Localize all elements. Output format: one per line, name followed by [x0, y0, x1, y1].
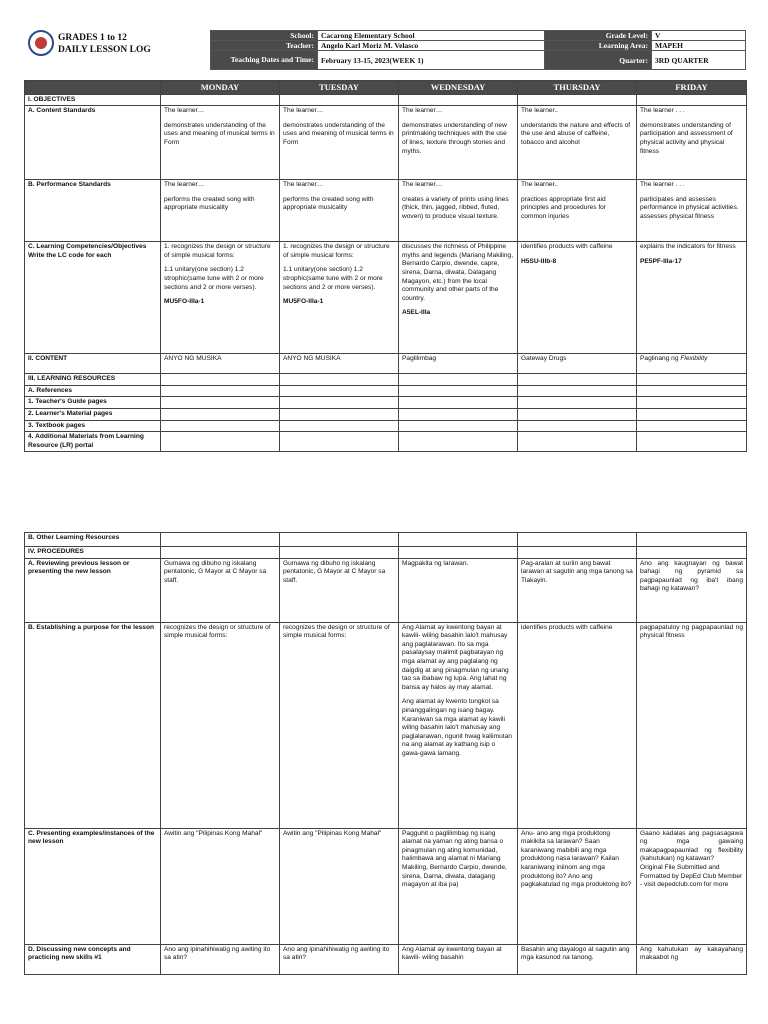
procedures-heading: IV. PROCEDURES	[25, 547, 161, 559]
lm-pages-label: 2. Learner's Material pages	[25, 408, 161, 420]
discussing-label: D. Discussing new concepts and practicing new skills #1	[25, 944, 161, 974]
learning-resources-row	[25, 374, 747, 386]
rev-thu: Pag-aralan at suriin ang bawat larawan at sagutin ang mga tanong sa Tlakayin.	[518, 558, 637, 622]
content-wed: Paglilimbag	[399, 354, 518, 374]
lc-tue: 1. recognizes the design or structure of simple musical forms: 1.1 unitary(one section) 1.2 strophic(same tune with 2 or more sections and 2 or more verses). MU5FO-IIIa-1	[280, 242, 399, 354]
content-standards-row	[25, 106, 747, 180]
cs-thu: The learner.. understands the nature and effects of the use and abuse of caffeine, tobacco and alcohol	[518, 106, 637, 180]
reviewing-label: A. Reviewing previous lesson or presenting the new lesson	[25, 558, 161, 622]
ps-wed: The learner… creates a variety of prints using lines (thick, thin, jagged, ribbed, fluted, woven) to produce visual texture.	[399, 180, 518, 242]
reviewing-row	[25, 558, 747, 622]
content-mon: ANYO NG MUSIKA	[161, 354, 280, 374]
est-tue: recognizes the design or structure of simple musical forms:	[280, 622, 399, 828]
school-value: Cacarong Elementary School	[318, 31, 545, 41]
lm-pages-row	[25, 408, 747, 420]
cs-wed: The learner… demonstrates understanding of new printmaking techniques with the use of lines, texture through stories and myths.	[399, 106, 518, 180]
teacher-label: Teacher:	[211, 41, 318, 51]
lesson-table-part-1	[24, 80, 746, 452]
cs-fri: The learner . . . demonstrates understanding of participation and assessment of physical activity and physical fitness	[637, 106, 747, 180]
lc-thu: identifies products with caffeine H5SU-IIIb-8	[518, 242, 637, 354]
references-row	[25, 385, 747, 397]
tg-pages-label: 1. Teacher's Guide pages	[25, 397, 161, 409]
disc-thu: Basahin ang dayalogo at sagutin ang mga kasunod na tanong.	[518, 944, 637, 974]
pres-mon: Awitin ang "Pilipinas Kong Mahal"	[161, 828, 280, 944]
lc-code: A5EL-IIIa	[402, 309, 431, 317]
other-resources-label: B. Other Learning Resources	[25, 533, 161, 547]
performance-standards-row	[25, 180, 747, 242]
establishing-row	[25, 622, 747, 828]
day-thursday: THURSDAY	[518, 81, 637, 95]
lc-code: MU5FO-IIIa-1	[164, 298, 205, 306]
est-wed: Ang Alamat ay kwentong bayan at kawili- wiling basahin lalo't mahusay ang paglalarawan. Ito sa mga pasalaysay malimit pagbatayan ng mga alamat ay ang paglalang ng daigdig at ang pinagmulan ng unang tao sa ibabaw ng lupa. Ang lahat ng bansa ay halos ay may alamat. Ang alamat ay kwento tungkol sa pinanggalingan ng isang bagay. Karaniwan sa mga alamat ay kawili wiling basahin lalo't mahusay ang paglalarawan, ngunit hwag kaliimutan na ang alamat ay kathang isip o gawa-gawa lamang.	[399, 622, 518, 828]
content-thu: Gateway Drugs	[518, 354, 637, 374]
ps-tue: The learner… performs the created song with appropriate musicality	[280, 180, 399, 242]
pres-tue: Awitin ang "Pilipinas Kong Mahal"	[280, 828, 399, 944]
objectives-row	[25, 94, 747, 106]
presenting-row	[25, 828, 747, 944]
pres-thu: Anu- ano ang mga produktong makikita sa larawan? Saan karaniwang mabibili ang mga produktong nasa larawan? Kailan karaniwang iniinom ang mga produktong ito? Ano ang pagkakatulad ng mga produktong ito?	[518, 828, 637, 944]
school-label: School:	[211, 31, 318, 41]
objectives-heading: I. OBJECTIVES	[25, 94, 161, 106]
document-title	[58, 32, 151, 56]
ps-fri: The learner . . . participates and assesses performance in physical activities. assesses physical fitness	[637, 180, 747, 242]
content-fri: Paglinang ng Flexibility	[637, 354, 747, 374]
day-wednesday: WEDNESDAY	[399, 81, 518, 95]
lc-code: MU5FO-IIIa-1	[283, 298, 324, 306]
quarter-value: 3RD QUARTER	[652, 51, 746, 70]
tg-pages-row	[25, 397, 747, 409]
rev-fri: Ano ang kaugnayan ng bawat bahagi ng pyramid sa pagpapaunlad ng iba't ibang bahagi ng katawan?	[637, 558, 747, 622]
title-line-1: GRADES 1 to 12	[58, 33, 127, 43]
lc-wed: discusses the richness of Philippine myths and legends (Mariang Makiling, Bernardo Carpio, dwende, capre, sirena, Darna, diwata, Dalagang Magayon, etc.) from the local community and other parts of the country. A5EL-IIIa	[399, 242, 518, 354]
learning-area-label: Learning Area:	[545, 41, 652, 51]
content-row	[25, 354, 747, 374]
other-resources-row	[25, 533, 747, 547]
lc-code: PE5PF-IIIa-17	[640, 257, 682, 265]
quarter-label: Quarter:	[545, 51, 652, 70]
content-standards-label: A. Content Standards	[25, 106, 161, 180]
corner-cell	[25, 81, 161, 95]
grade-level-value: V	[652, 31, 746, 41]
lc-mon: 1. recognizes the design or structure of simple musical forms: 1.1 unitary(one section) 1.2 strophic(same tune with 2 or more sections and 2 or more verses). MU5FO-IIIa-1	[161, 242, 280, 354]
textbook-pages-row	[25, 420, 747, 432]
content-tue: ANYO NG MUSIKA	[280, 354, 399, 374]
pres-wed: Pagguhit o paglilimbag ng isang alamat na yaman ng ating bansa o pinagmulan ng ating komunidad, halimbawa ang alamat ni Mariang Makiling, Bernardo Carpio, dwende, sirena, Darna, diwata, dalagang magayon at iba pa)	[399, 828, 518, 944]
rev-wed: Magpakita ng larawan.	[399, 558, 518, 622]
discussing-row	[25, 944, 747, 974]
title-line-2: DAILY LESSON LOG	[58, 45, 151, 55]
content-heading: II. CONTENT	[25, 354, 161, 374]
dates-value: February 13-15, 2023(WEEK 1)	[318, 51, 545, 70]
additional-materials-row	[25, 432, 747, 452]
competencies-label: C. Learning Competencies/Objectives Write the LC code for each	[25, 242, 161, 354]
cs-tue: The learner… demonstrates understanding of the uses and meaning of musical terms in Form	[280, 106, 399, 180]
disc-wed: Ang Alamat ay kwentong bayan at kawili- wiling basahin	[399, 944, 518, 974]
cs-mon: The learner… demonstrates understanding of the uses and meaning of musical terms in Form	[161, 106, 280, 180]
rev-mon: Gumawa ng dibuho ng iskalang pentatonic, G Mayor at C Mayor sa staff.	[161, 558, 280, 622]
pres-fri: Gaano kadalas ang pagsasagawa ng mga gawaing makapagpapaunlad ng flexibility (kahutukan) ng katawan? Original File Submitted and Formatted by DepEd Club Member - visit depedclub.com for more	[637, 828, 747, 944]
lc-code: H5SU-IIIb-8	[521, 257, 557, 265]
textbook-pages-label: 3. Textbook pages	[25, 420, 161, 432]
establishing-label: B. Establishing a purpose for the lesson	[25, 622, 161, 828]
est-mon: recognizes the design or structure of simple musical forms:	[161, 622, 280, 828]
competencies-row	[25, 242, 747, 354]
performance-standards-label: B. Performance Standards	[25, 180, 161, 242]
presenting-label: C. Presenting examples/instances of the new lesson	[25, 828, 161, 944]
additional-materials-label: 4. Additional Materials from Learning Resource (LR) portal	[25, 432, 161, 452]
dates-label: Teaching Dates and Time:	[211, 51, 318, 70]
references-label: A. References	[25, 385, 161, 397]
disc-fri: Ang kahutukan ay kakayahang makaabot ng	[637, 944, 747, 974]
rev-tue: Gumawa ng dibuho ng iskalang pentatonic, G Mayor at C Mayor sa staff.	[280, 558, 399, 622]
grade-level-label: Grade Level:	[545, 31, 652, 41]
day-header-row	[25, 81, 747, 95]
lesson-table-part-2	[24, 532, 746, 975]
day-friday: FRIDAY	[637, 81, 747, 95]
deped-seal-logo	[28, 30, 54, 56]
learning-resources-heading: III. LEARNING RESOURCES	[25, 374, 161, 386]
disc-mon: Ano ang ipinahihiwatig ng awiting ito sa atin?	[161, 944, 280, 974]
lc-fri: explains the indicators for fitness PE5PF-IIIa-17	[637, 242, 747, 354]
ps-thu: The learner.. practices appropriate first aid principles and procedures for common injuries	[518, 180, 637, 242]
lesson-log-header	[24, 28, 746, 72]
est-thu: identifies products with caffeine	[518, 622, 637, 828]
day-monday: MONDAY	[161, 81, 280, 95]
ps-mon: The learner… performs the created song with appropriate musicality	[161, 180, 280, 242]
disc-tue: Ano ang ipinahihiwatig ng awiting ito sa atin?	[280, 944, 399, 974]
teacher-value: Angelo Karl Moriz M. Velasco	[318, 41, 545, 51]
day-tuesday: TUESDAY	[280, 81, 399, 95]
est-fri: pagpapatuloy ng pagpapaunlad ng physical fitness	[637, 622, 747, 828]
procedures-row	[25, 547, 747, 559]
learning-area-value: MAPEH	[652, 41, 746, 51]
header-info-table	[210, 30, 746, 70]
